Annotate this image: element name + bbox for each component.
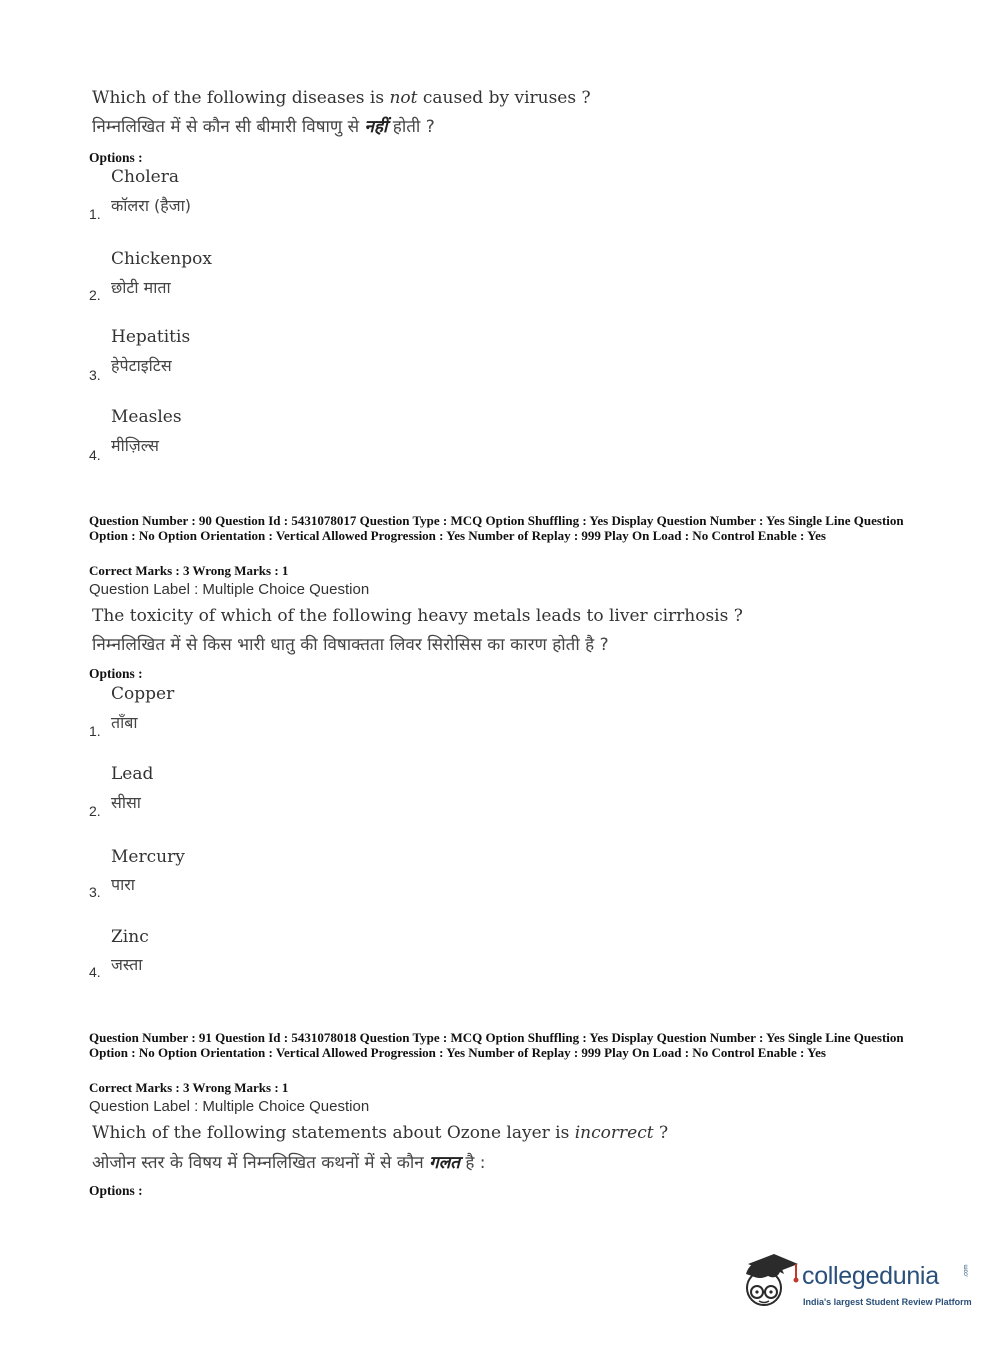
option-number: 1. — [89, 723, 101, 739]
question-89-text-hi — [92, 114, 435, 137]
option-hi: हेपेटाइटिस — [111, 356, 172, 375]
option-hi: कॉलरा (हैजा) — [111, 196, 192, 215]
option-number: 3. — [89, 884, 101, 900]
option-number: 2. — [89, 803, 101, 819]
option-number: 2. — [89, 287, 101, 303]
logo-wordmark: collegedunia — [802, 1262, 939, 1290]
question-89-text-en — [92, 88, 591, 108]
option-hi: ताँबा — [111, 713, 138, 732]
question-90-text-hi: निम्नलिखित में से किस भारी धातु की विषाक्तता लिवर सिरोसिस का कारण होती है ? — [92, 635, 609, 655]
option-hi: मीज़िल्स — [111, 436, 159, 455]
option-number: 4. — [89, 964, 101, 980]
option-number: 1. — [89, 206, 101, 222]
option-en: Copper — [111, 684, 175, 704]
question-91-text-hi — [92, 1150, 486, 1173]
question-91-emphasis-hi: गलत — [429, 1153, 460, 1173]
option-en: Mercury — [111, 847, 185, 867]
question-89-text-en-part: Which of the following diseases is — [92, 88, 390, 108]
option-number: 4. — [89, 447, 101, 463]
option-en: Cholera — [111, 167, 179, 187]
question-91-text-hi-part: है : — [459, 1153, 486, 1173]
question-90-meta: Question Number : 90 Question Id : 5431078017 Question Type : MCQ Option Shuffling : Yes Display Question Number : Yes Single Line Question Option : No Option Orientation : Vertical Allowed Progression : Yes Number of Replay : 999 Play On Load : No Control Enable : Yes — [89, 513, 904, 543]
mascot-icon — [740, 1250, 802, 1314]
question-91-meta: Question Number : 91 Question Id : 5431078018 Question Type : MCQ Option Shuffling : Yes Display Question Number : Yes Single Line Question Option : No Option Orientation : Vertical Allowed Progression : Yes Number of Replay : 999 Play On Load : No Control Enable : Yes — [89, 1030, 904, 1060]
option-hi: छोटी माता — [111, 278, 171, 297]
option-en: Zinc — [111, 927, 149, 947]
question-89-emphasis-hi: नहीं — [364, 117, 388, 137]
question-91-text-en — [92, 1123, 668, 1143]
options-label: Options : — [89, 1183, 143, 1198]
question-89-text-hi-part: निम्नलिखित में से कौन सी बीमारी विषाणु से — [92, 117, 365, 137]
options-label: Options : — [89, 666, 143, 681]
option-hi: जस्ता — [111, 955, 143, 974]
option-hi: सीसा — [111, 793, 141, 812]
option-en: Hepatitis — [111, 327, 191, 347]
option-number: 3. — [89, 367, 101, 383]
question-91-text-hi-part: ओजोन स्तर के विषय में निम्नलिखित कथनों में से कौन — [92, 1153, 430, 1173]
question-90-label: Question Label : Multiple Choice Question — [89, 581, 370, 598]
logo-domain: .com — [963, 1264, 970, 1278]
question-91-emphasis: incorrect — [574, 1123, 654, 1143]
logo-tagline: India's largest Student Review Platform — [803, 1297, 972, 1307]
question-91-text-en-part: ? — [653, 1123, 669, 1143]
question-91-text-en-part: Which of the following statements about Ozone layer is — [92, 1123, 575, 1143]
question-91-marks: Correct Marks : 3 Wrong Marks : 1 — [89, 1080, 289, 1095]
option-en: Measles — [111, 407, 182, 427]
question-90-text-en: The toxicity of which of the following heavy metals leads to liver cirrhosis ? — [92, 606, 743, 626]
question-90-marks: Correct Marks : 3 Wrong Marks : 1 — [89, 563, 289, 578]
question-89-text-en-part: caused by viruses ? — [417, 88, 591, 108]
option-hi: पारा — [111, 875, 135, 894]
options-label: Options : — [89, 150, 143, 165]
collegedunia-logo — [740, 1250, 970, 1314]
question-89-text-hi-part: होती ? — [387, 117, 435, 137]
question-89-emphasis: not — [389, 88, 418, 108]
option-en: Chickenpox — [111, 249, 212, 269]
question-91-label: Question Label : Multiple Choice Question — [89, 1098, 370, 1115]
option-en: Lead — [111, 764, 154, 784]
